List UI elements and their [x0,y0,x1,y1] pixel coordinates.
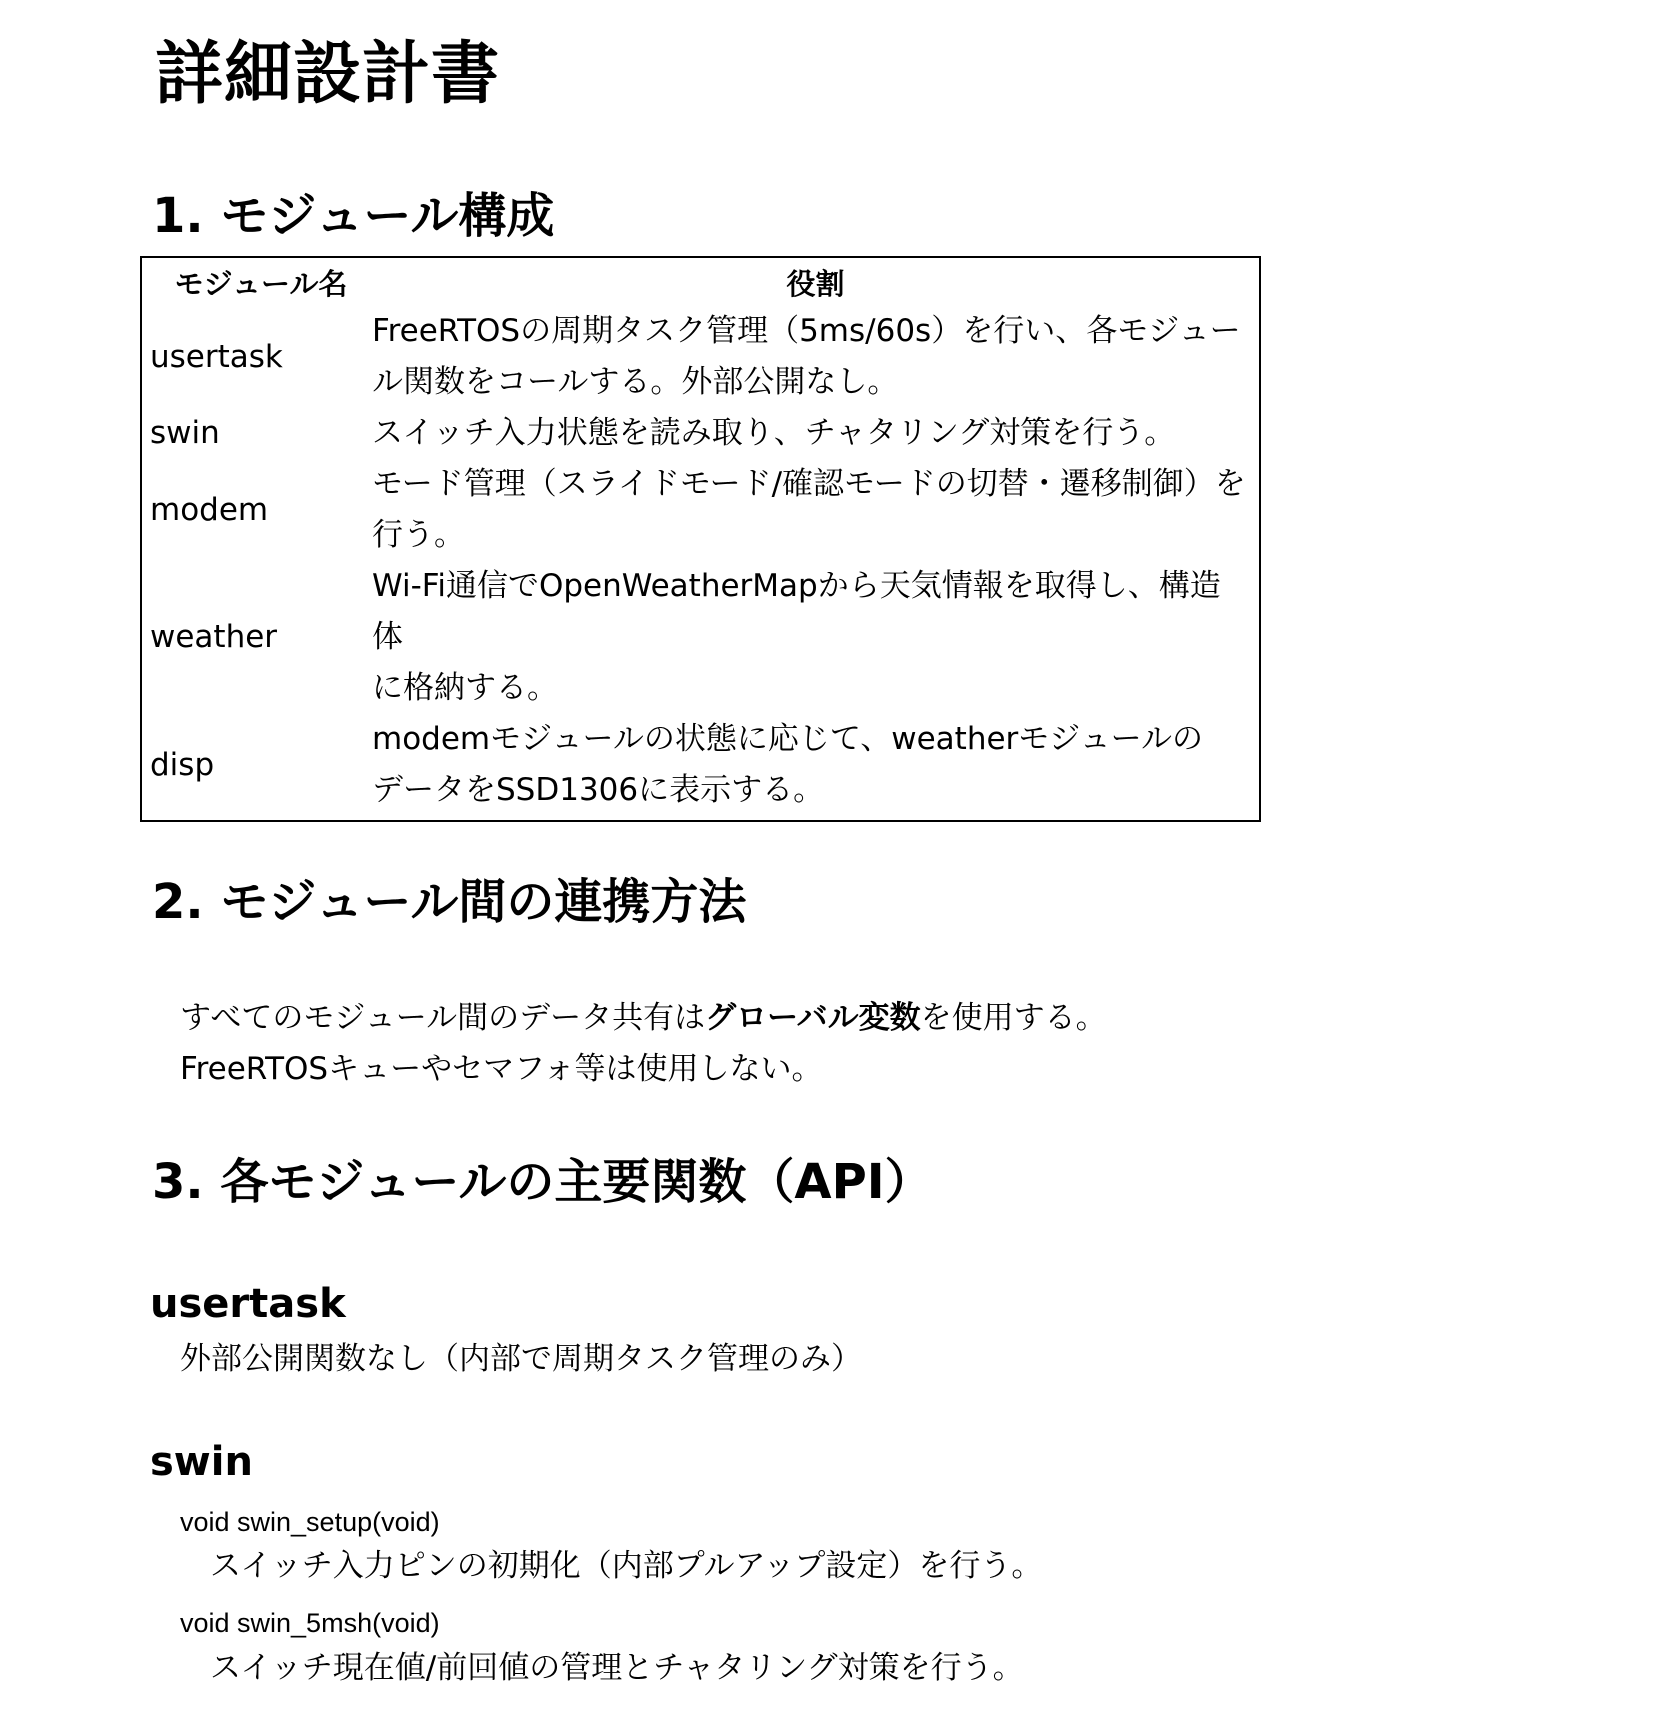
module-role-cell [372,714,1260,821]
role-line: Wi-Fi通信でOpenWeatherMapから天気情報を取得し、構造体 [372,568,1221,655]
role-line: ル関数をコールする。外部公開なし。 [372,364,899,400]
module-name-cell: disp [150,746,215,783]
table-row [141,408,1260,459]
subheading-swin: swin [150,1439,253,1485]
table-row [141,306,1260,408]
module-role-cell [372,561,1260,714]
table-row [141,561,1260,714]
module-name-cell: modem [150,491,269,528]
table-header-row [141,257,1260,306]
module-name-cell: usertask [150,338,283,375]
table-row [141,459,1260,561]
module-name-cell: weather [150,619,278,655]
coordination-paragraph-line: FreeRTOSキューやセマフォ等は使用しない。 [180,1051,823,1087]
function-signature: void swin_5msh(void) [180,1608,440,1638]
function-description: スイッチ現在値/前回値の管理とチャタリング対策を行う。 [210,1650,1024,1686]
function-description: スイッチ入力ピンの初期化（内部プルアップ設定）を行う。 [210,1548,1043,1584]
subheading-usertask: usertask [150,1281,346,1327]
role-line: に格納する。 [372,670,558,706]
role-line: FreeRTOSの周期タスク管理（5ms/60s）を行い、各モジュー [372,313,1241,349]
usertask-description: 外部公開関数なし（内部で周期タスク管理のみ） [180,1341,862,1377]
document-title: 詳細設計書 [155,35,501,114]
section-heading-module-api: 3. 各モジュールの主要関数（API） [152,1154,933,1210]
section-heading-module-structure: 1. モジュール構成 [152,188,555,244]
coordination-text-before: すべてのモジュール間のデータ共有は [180,1000,706,1036]
role-line: モード管理（スライドモード/確認モードの切替・遷移制御）を [372,466,1246,502]
role-line: modemモジュールの状態に応じて、weatherモジュールの [372,721,1204,757]
module-role-cell [372,306,1260,408]
module-role-cell [372,459,1260,561]
function-signature: void swin_setup(void) [180,1507,440,1537]
table-row [141,714,1260,821]
module-name-cell: swin [150,415,220,451]
role-line: 行う。 [372,517,465,553]
coordination-text-after: を使用する。 [920,1000,1107,1036]
role-line: データをSSD1306に表示する。 [372,772,825,808]
coordination-text-emphasis: グローバル変数 [705,1000,921,1036]
section-heading-module-coordination: 2. モジュール間の連携方法 [152,874,747,930]
column-header-role: 役割 [786,266,845,301]
column-header-module-name: モジュール名 [174,266,348,301]
coordination-paragraph-line [180,993,1107,1044]
module-role-cell [372,408,1260,459]
role-line: スイッチ入力状態を読み取り、チャタリング対策を行う。 [372,415,1176,451]
module-table [140,256,1261,822]
